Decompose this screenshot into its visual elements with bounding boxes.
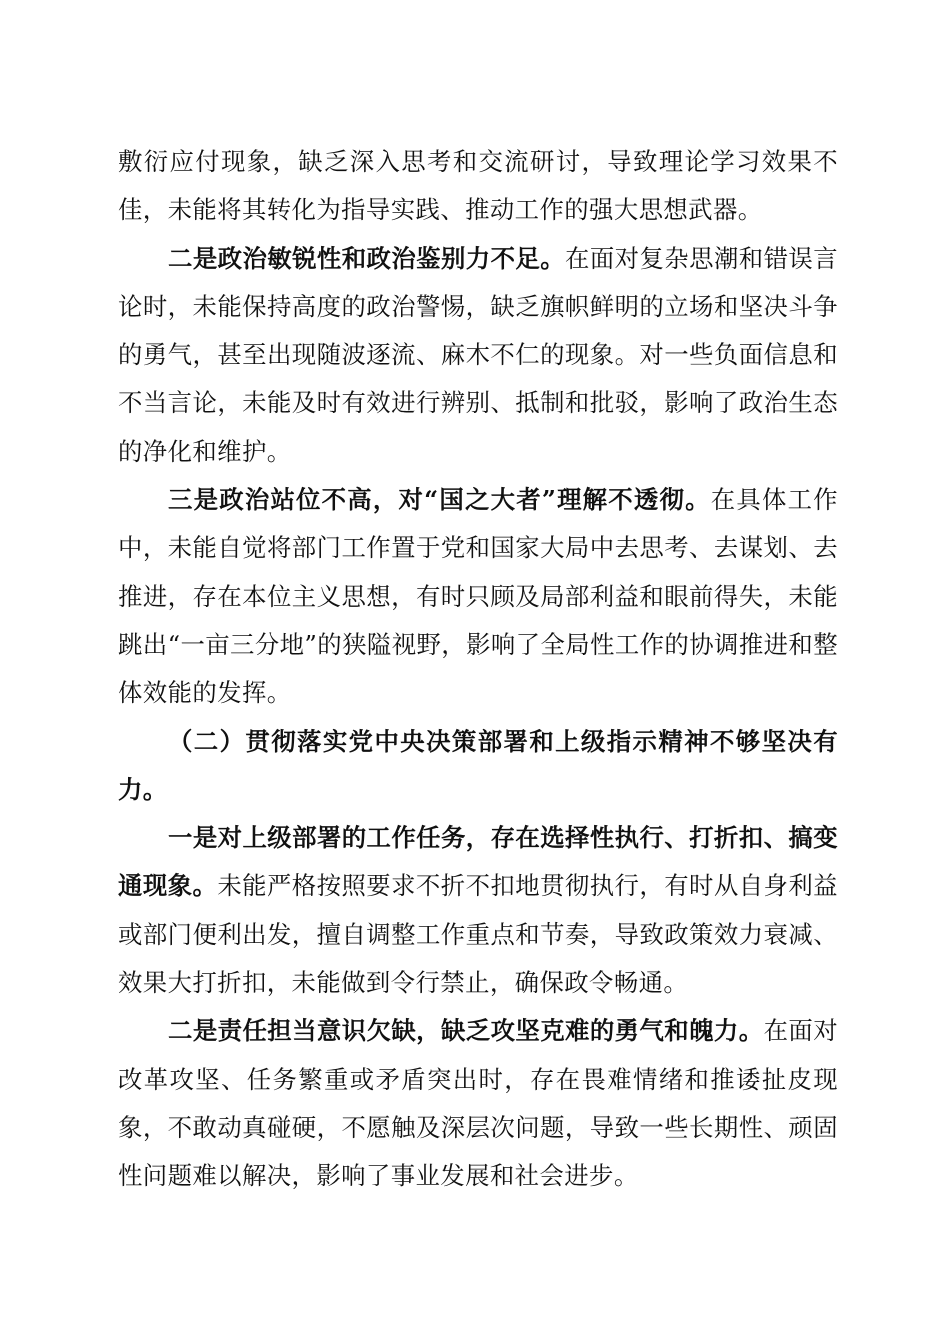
- paragraph-continuation: [118, 138, 838, 235]
- paragraph-text: 在面对复杂思潮和错误言论时，未能保持高度的政治警惕，缺乏旗帜鲜明的立场和坚决斗争的勇气，甚至出现随波逐流、麻木不仁的现象。对一些负面信息和不当言论，未能及时有效进行辨别、抵制和批驳，影响了政治生态的净化和维护。: [118, 243, 838, 466]
- paragraph-political-sensitivity: [118, 235, 838, 476]
- document-body: [118, 138, 838, 1201]
- paragraph-lead: 一是对上级部署的工作任务，存在选择性执行、打折扣、搞变通现象。: [118, 823, 838, 901]
- paragraph-lead: 二是政治敏锐性和政治鉴别力不足。: [168, 243, 566, 273]
- paragraph-text: 敷衍应付现象，缺乏深入思考和交流研讨，导致理论学习效果不佳，未能将其转化为指导实践、推动工作的强大思想武器。: [118, 147, 838, 225]
- paragraph-lead: 二是责任担当意识欠缺，缺乏攻坚克难的勇气和魄力。: [168, 1016, 764, 1046]
- paragraph-selective-execution: [118, 814, 838, 1007]
- section-heading-2: [118, 718, 838, 815]
- paragraph-responsibility: [118, 1007, 838, 1200]
- paragraph-lead: 三是政治站位不高，对“国之大者”理解不透彻。: [168, 485, 711, 515]
- paragraph-text: 在面对改革攻坚、任务繁重或矛盾突出时，存在畏难情绪和推诿扯皮现象，不敢动真碰硬，不愿触及深层次问题，导致一些长期性、顽固性问题难以解决，影响了事业发展和社会进步。: [118, 1016, 838, 1191]
- paragraph-political-stance: [118, 476, 838, 717]
- paragraph-text: 在具体工作中，未能自觉将部门工作置于党和国家大局中去思考、去谋划、去推进，存在本位主义思想，有时只顾及局部利益和眼前得失，未能跳出“一亩三分地”的狭隘视野，影响了全局性工作的协调推进和整体效能的发挥。: [118, 485, 838, 708]
- section-heading-text: （二）贯彻落实党中央决策部署和上级指示精神不够坚决有力。: [118, 726, 838, 804]
- paragraph-text: 未能严格按照要求不折不扣地贯彻执行，有时从自身利益或部门便利出发，擅自调整工作重点和节奏，导致政策效力衰减、效果大打折扣，未能做到令行禁止，确保政令畅通。: [118, 871, 838, 998]
